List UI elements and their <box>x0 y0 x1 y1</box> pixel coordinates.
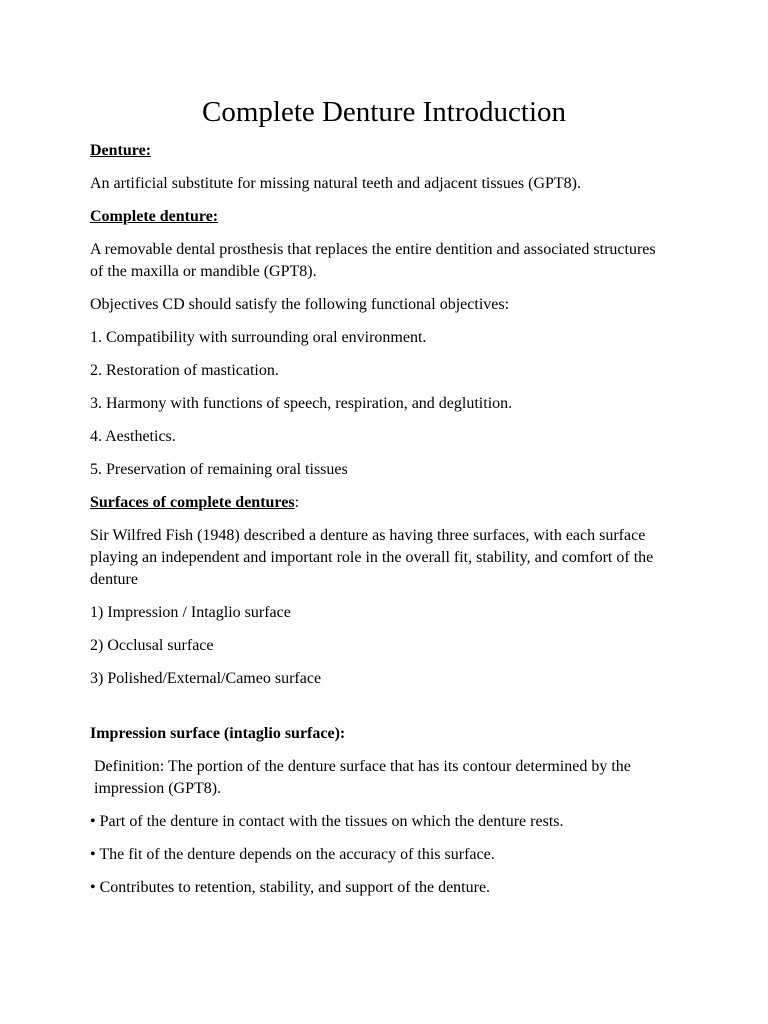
surface-item: 2) Occlusal surface <box>90 637 214 654</box>
impression-bullet: • Contributes to retention, stability, and support of the denture. <box>90 879 491 896</box>
impression-heading: Impression surface (intaglio surface): <box>90 725 346 742</box>
impression-bullet: • Part of the denture in contact with the tissues on which the denture rests. <box>90 813 564 830</box>
denture-heading-line <box>90 140 668 162</box>
objective-item: 4. Aesthetics. <box>90 428 176 445</box>
objective-item: 3. Harmony with functions of speech, respiration, and deglutition. <box>90 395 513 412</box>
complete-denture-definition: A removable dental prosthesis that replaces the entire dentition and associated structures of the maxilla or mandible (GPT8). <box>90 241 656 280</box>
surfaces-description: Sir Wilfred Fish (1948) described a denture as having three surfaces, with each surface playing an independent and important role in the overall fit, stability, and comfort of the denture <box>90 527 654 588</box>
impression-bullet: • The fit of the denture depends on the accuracy of this surface. <box>90 846 495 863</box>
surface-item: 3) Polished/External/Cameo surface <box>90 670 322 687</box>
complete-denture-heading: Complete denture: <box>90 208 219 225</box>
spacer <box>90 701 668 723</box>
objective-item: 1. Compatibility with surrounding oral environment. <box>90 329 427 346</box>
surfaces-heading-suffix: : <box>294 494 300 511</box>
objective-item: 2. Restoration of mastication. <box>90 362 279 379</box>
surfaces-heading-line <box>90 492 668 514</box>
page-title: Complete Denture Introduction <box>201 96 566 128</box>
surface-item: 1) Impression / Intaglio surface <box>90 604 291 621</box>
surfaces-heading: Surfaces of complete dentures <box>90 494 295 511</box>
objective-item: 5. Preservation of remaining oral tissues <box>90 461 348 478</box>
complete-denture-heading-line <box>90 206 668 228</box>
denture-definition: An artificial substitute for missing natural teeth and adjacent tissues (GPT8). <box>90 175 581 192</box>
impression-heading-line <box>90 723 668 745</box>
denture-heading: Denture: <box>90 142 152 159</box>
objectives-intro: Objectives CD should satisfy the following functional objectives: <box>90 296 510 313</box>
impression-definition: Definition: The portion of the denture surface that has its contour determined by the impression (GPT8). <box>94 758 631 797</box>
